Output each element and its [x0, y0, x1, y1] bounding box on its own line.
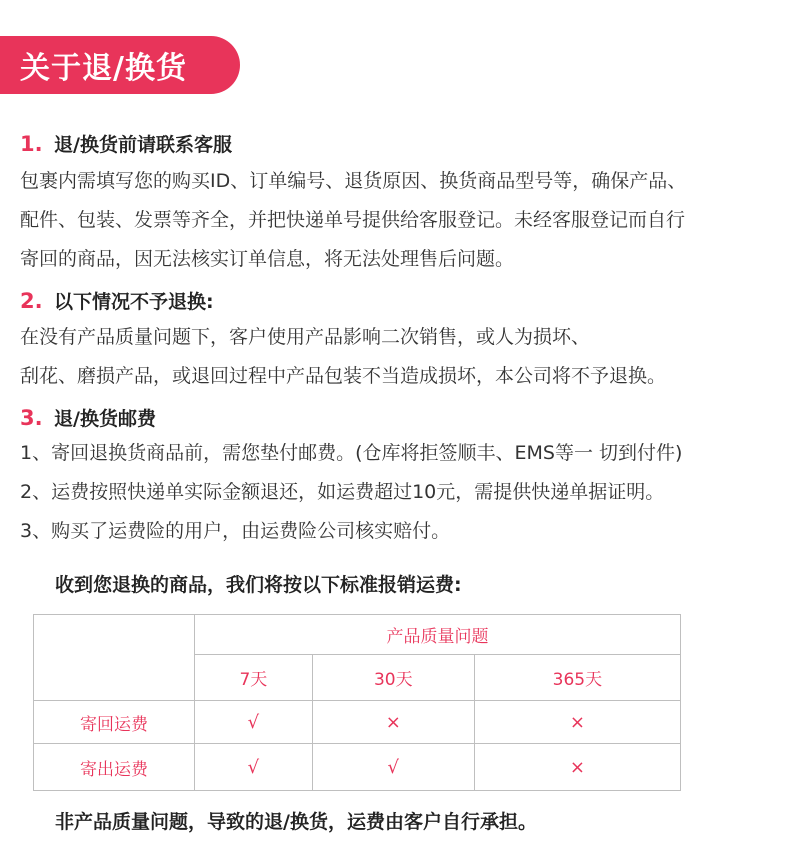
section-1-line: 寄回的商品，因无法核实订单信息，将无法处理售后问题。 [20, 248, 515, 270]
section-2-heading [20, 287, 214, 314]
section-3-line: 2、运费按照快递单实际金额退还，如运费超过10元，需提供快递单据证明。 [20, 481, 665, 503]
section-title: 以下情况不予退换: [54, 291, 214, 313]
section-number: 3. [20, 406, 43, 430]
table-row [34, 701, 681, 744]
section-title: 退/换货邮费 [54, 408, 156, 430]
table-cell: √ [312, 744, 474, 791]
section-3-line: 1、寄回退换货商品前，需您垫付邮费。(仓库将拒签顺丰、EMS等一 切到付件) [20, 442, 683, 464]
table-cell: √ [195, 701, 313, 744]
group-header: 产品质量问题 [195, 615, 681, 655]
section-number: 1. [20, 132, 43, 156]
table-cell: × [474, 701, 680, 744]
section-1-line: 包裹内需填写您的购买ID、订单编号、退货原因、换货商品型号等，确保产品、 [20, 170, 687, 192]
column-header: 7天 [195, 655, 313, 701]
table-corner-cell [34, 615, 195, 701]
section-1-line: 配件、包装、发票等齐全，并把快递单号提供给客服登记。未经客服登记而自行 [20, 209, 686, 231]
section-number: 2. [20, 289, 43, 313]
table-cell: × [312, 701, 474, 744]
row-label: 寄回运费 [34, 701, 195, 744]
section-title: 退/换货前请联系客服 [54, 134, 232, 156]
section-3-heading [20, 404, 156, 431]
section-3-line: 3、购买了运费险的用户，由运费险公司核实赔付。 [20, 520, 451, 542]
section-1-heading [20, 130, 232, 157]
table-cell: √ [195, 744, 313, 791]
table-cell: × [474, 744, 680, 791]
page-title: 关于退/换货 [20, 51, 187, 86]
table-intro: 收到您退换的商品，我们将按以下标准报销运费: [55, 574, 462, 596]
title-banner [0, 36, 240, 94]
shipping-fee-table [33, 614, 681, 791]
section-2-line: 在没有产品质量问题下，客户使用产品影响二次销售，或人为损坏、 [20, 326, 591, 348]
row-label: 寄出运费 [34, 744, 195, 791]
column-header: 365天 [474, 655, 680, 701]
table-row [34, 744, 681, 791]
section-2-line: 刮花、磨损产品，或退回过程中产品包装不当造成损坏，本公司将不予退换。 [20, 365, 667, 387]
footer-note: 非产品质量问题，导致的退/换货，运费由客户自行承担。 [55, 811, 537, 833]
column-header: 30天 [312, 655, 474, 701]
